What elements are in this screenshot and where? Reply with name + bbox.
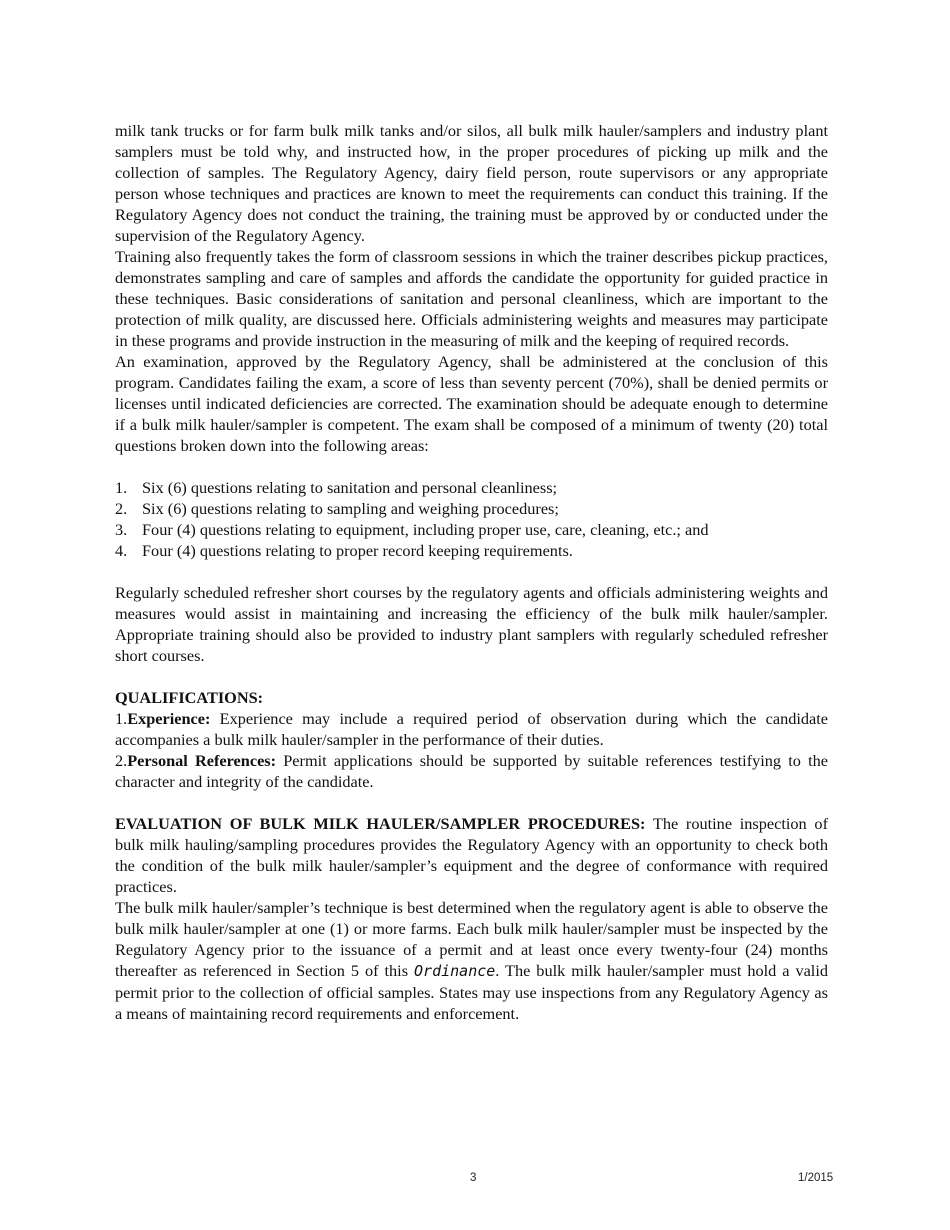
page-number: 3 bbox=[470, 1172, 477, 1184]
paragraph-refresher-courses: Regularly scheduled refresher short courses by the regulatory agents and officials administering weights and measures would assist in maintaining and increasing the efficiency of the bulk milk hauler/sampler. Appropriate training should also be provided to industry plant samplers with regularly scheduled refresher short courses. bbox=[115, 583, 828, 665]
ordinance-term: Ordinance bbox=[414, 962, 496, 980]
evaluation-paragraph: EVALUATION OF BULK MILK HAULER/SAMPLER PROCEDURES: The routine inspection of bulk milk hauling/sampling procedures provides the Regulatory Agency with an opportunity to check both the condition of the bulk milk hauler/sampler’s equipment and the degree of conformance with required practices. bbox=[115, 814, 828, 896]
list-item: 1. Six (6) questions relating to sanitation and personal cleanliness; bbox=[115, 478, 558, 497]
technique-paragraph: The bulk milk hauler/sampler’s technique is best determined when the regulatory agent is able to observe the bulk milk hauler/sampler at one (1) or more farms. Each bulk milk hauler/sampler must be inspected by the Regulatory Agency prior to the issuance of a permit and at least once every twenty-four (24) months thereafter as referenced in Section 5 of this Ordinance. The bulk milk hauler/sampler must hold a valid permit prior to the collection of official samples. States may use inspections from any Regulatory Agency as a means of maintaining record requirements and enforcement. bbox=[115, 898, 828, 1023]
list-item: 2. Six (6) questions relating to sampling and weighing procedures; bbox=[115, 499, 559, 518]
page-content bbox=[115, 120, 828, 1024]
qualification-references: 2.Personal References: Permit applications should be supported by suitable references testifying to the character and integrity of the candidate. bbox=[115, 751, 828, 791]
list-item: 4. Four (4) questions relating to proper record keeping requirements. bbox=[115, 541, 573, 560]
paragraph-examination: An examination, approved by the Regulatory Agency, shall be administered at the conclusion of this program. Candidates failing the exam, a score of less than seventy percent (70%), shall be denied permits or licenses until indicated deficiencies are corrected. The examination should be adequate enough to determine if a bulk milk hauler/sampler is competent. The exam shall be composed of a minimum of twenty (20) total questions broken down into the following areas: bbox=[115, 352, 828, 455]
paragraph-classroom-training: Training also frequently takes the form of classroom sessions in which the trainer describes pickup practices, demonstrates sampling and care of samples and affords the candidate the opportunity for guided practice in these techniques. Basic considerations of sanitation and personal cleanliness, which are important to the protection of milk quality, are discussed here. Officials administering weights and measures may participate in these programs and provide instruction in the measuring of milk and the keeping of required records. bbox=[115, 247, 828, 350]
revision-date: 1/2015 bbox=[798, 1172, 834, 1184]
qualification-experience: 1.Experience: Experience may include a required period of observation during which the candidate accompanies a bulk milk hauler/sampler in the performance of their duties. bbox=[115, 709, 828, 749]
evaluation-heading: EVALUATION OF BULK MILK HAULER/SAMPLER PROCEDURES: bbox=[115, 814, 646, 833]
list-item: 3. Four (4) questions relating to equipment, including proper use, care, cleaning, etc.; and bbox=[115, 520, 709, 539]
paragraph-training-intro: milk tank trucks or for farm bulk milk tanks and/or silos, all bulk milk hauler/samplers and industry plant samplers must be told why, and instructed how, in the proper procedures of picking up milk and the collection of samples. The Regulatory Agency, dairy field person, route supervisors or any appropriate person whose techniques and practices are known to meet the requirements can conduct this training. If the Regulatory Agency does not conduct the training, the training must be approved by or conducted under the supervision of the Regulatory Agency. bbox=[115, 121, 828, 245]
exam-question-list bbox=[115, 477, 828, 561]
qualifications-heading: QUALIFICATIONS: bbox=[115, 688, 264, 707]
